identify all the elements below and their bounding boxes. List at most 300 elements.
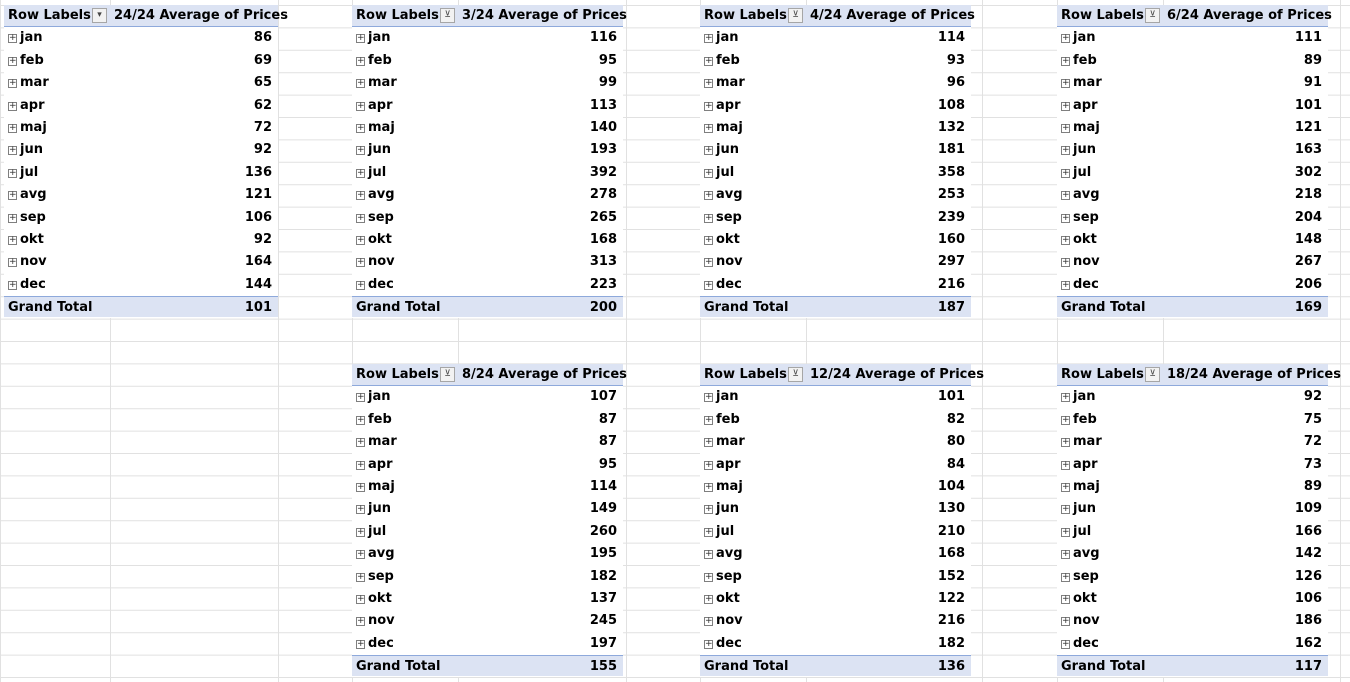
expand-plus-icon[interactable]: + [705,257,713,268]
row-label [356,613,395,628]
expand-plus-icon[interactable]: + [705,481,713,492]
expand-plus-icon[interactable]: + [705,78,713,89]
pivot-table [700,5,975,318]
grand-total-row [352,296,623,318]
row-label [356,187,395,202]
expand-plus-icon[interactable]: + [1062,437,1070,448]
average-value: 72 [253,119,272,135]
expand-plus-icon[interactable]: + [1062,638,1070,649]
row-label [1061,277,1099,292]
pivot-row[interactable] [352,27,623,49]
pivot-row[interactable] [4,72,278,94]
row-label [704,457,741,472]
expand-plus-icon[interactable]: + [357,33,365,44]
pivot-row[interactable] [1057,72,1328,94]
expand-plus-icon[interactable]: + [9,167,17,178]
pivot-table [1057,5,1332,318]
expand-plus-icon[interactable]: + [1062,414,1070,425]
pivot-row[interactable] [1057,454,1328,476]
pivot-row[interactable] [1057,633,1328,655]
expand-plus-icon[interactable]: + [9,78,17,89]
pivot-row[interactable] [700,521,971,543]
pivot-row[interactable] [1057,50,1328,72]
expand-plus-icon[interactable]: + [357,167,365,178]
expand-plus-icon[interactable]: + [705,122,713,133]
pivot-row[interactable] [1057,229,1328,251]
expand-plus-icon[interactable]: + [357,145,365,156]
pivot-row[interactable] [1057,207,1328,229]
row-labels-header[interactable]: Row Labels [1061,8,1144,23]
expand-plus-icon[interactable]: + [1062,481,1070,492]
month-label: feb [716,52,740,68]
pivot-row[interactable] [700,454,971,476]
expand-plus-icon[interactable]: + [357,616,365,627]
expand-plus-icon[interactable]: + [1062,549,1070,560]
filter-icon[interactable]: ⊻ [1145,367,1160,382]
expand-plus-icon[interactable]: + [705,212,713,223]
month-label: dec [1073,276,1099,292]
month-label: sep [1073,568,1099,584]
average-value: 92 [1303,389,1322,405]
pivot-header [4,5,288,27]
month-label: jan [368,389,391,405]
value-field-header[interactable]: 3/24 Average of Prices [462,8,627,23]
month-label: maj [716,478,743,494]
expand-plus-icon[interactable]: + [357,549,365,560]
expand-plus-icon[interactable]: + [1062,526,1070,537]
month-label: okt [368,231,392,247]
average-value: 166 [1294,523,1322,539]
row-labels-header[interactable]: Row Labels [704,367,787,382]
expand-plus-icon[interactable]: + [1062,257,1070,268]
pivot-row[interactable] [700,274,971,296]
row-labels-header[interactable]: Row Labels [704,8,787,23]
expand-plus-icon[interactable]: + [705,437,713,448]
pivot-row[interactable] [4,229,278,251]
row-label [704,75,745,90]
pivot-row[interactable] [4,184,278,206]
value-field-header[interactable]: 12/24 Average of Prices [810,367,984,382]
pivot-row[interactable] [700,633,971,655]
pivot-row[interactable] [1057,498,1328,520]
row-label [1061,613,1100,628]
month-label: dec [368,635,394,651]
pivot-row[interactable] [700,27,971,49]
expand-plus-icon[interactable]: + [9,33,17,44]
value-field-header[interactable]: 4/24 Average of Prices [810,8,975,23]
value-field-header[interactable]: 18/24 Average of Prices [1167,367,1341,382]
expand-plus-icon[interactable]: + [1062,593,1070,604]
row-label [1061,187,1100,202]
pivot-row[interactable] [352,95,623,117]
row-label [8,232,44,247]
pivot-row[interactable] [4,274,278,296]
expand-plus-icon[interactable]: + [357,504,365,515]
row-label [8,30,42,45]
pivot-row[interactable] [4,95,278,117]
month-label: feb [716,411,740,427]
month-label: nov [1073,613,1100,629]
pivot-row[interactable] [352,543,623,565]
row-labels-header[interactable]: Row Labels [356,367,439,382]
month-label: feb [368,411,392,427]
pivot-row[interactable] [352,476,623,498]
pivot-row[interactable] [352,610,623,632]
row-label [704,591,740,606]
expand-plus-icon[interactable]: + [357,437,365,448]
pivot-row[interactable] [700,610,971,632]
pivot-row[interactable] [1057,251,1328,273]
expand-plus-icon[interactable]: + [705,190,713,201]
expand-plus-icon[interactable]: + [9,257,17,268]
expand-plus-icon[interactable]: + [1062,122,1070,133]
average-value: 182 [589,568,617,584]
expand-plus-icon[interactable]: + [705,279,713,290]
pivot-row[interactable] [4,117,278,139]
grand-total-row [4,296,278,318]
average-value: 253 [937,187,965,203]
expand-plus-icon[interactable]: + [9,122,17,133]
expand-plus-icon[interactable]: + [1062,459,1070,470]
average-value: 218 [1294,187,1322,203]
average-value: 195 [589,546,617,562]
average-value: 101 [1294,97,1322,113]
pivot-row[interactable] [352,274,623,296]
average-value: 278 [589,187,617,203]
month-label: sep [716,209,742,225]
expand-plus-icon[interactable]: + [705,145,713,156]
expand-plus-icon[interactable]: + [705,234,713,245]
pivot-table [1057,364,1341,677]
pivot-row[interactable] [1057,588,1328,610]
row-label [1061,165,1091,180]
filter-icon[interactable]: ⊻ [788,8,803,23]
expand-plus-icon[interactable]: + [705,504,713,515]
expand-plus-icon[interactable]: + [357,638,365,649]
pivot-row[interactable] [1057,184,1328,206]
pivot-row[interactable] [700,207,971,229]
average-value: 297 [937,254,965,270]
dropdown-arrow-icon[interactable]: ▾ [92,8,107,23]
row-label [8,187,47,202]
filter-icon[interactable]: ⊻ [440,367,455,382]
expand-plus-icon[interactable]: + [705,571,713,582]
expand-plus-icon[interactable]: + [1062,212,1070,223]
grand-total-value: 187 [937,300,965,316]
expand-plus-icon[interactable]: + [705,33,713,44]
month-label: okt [716,231,740,247]
pivot-row[interactable] [700,566,971,588]
row-label [356,232,392,247]
month-label: maj [1073,478,1100,494]
expand-plus-icon[interactable]: + [357,100,365,111]
expand-plus-icon[interactable]: + [705,100,713,111]
expand-plus-icon[interactable]: + [357,526,365,537]
expand-plus-icon[interactable]: + [357,78,365,89]
expand-plus-icon[interactable]: + [9,190,17,201]
month-label: avg [1073,187,1100,203]
expand-plus-icon[interactable]: + [705,459,713,470]
row-label [704,254,743,269]
pivot-row[interactable] [352,117,623,139]
pivot-row[interactable] [4,27,278,49]
expand-plus-icon[interactable]: + [9,279,17,290]
average-value: 130 [937,501,965,517]
row-label [704,613,743,628]
pivot-row[interactable] [700,95,971,117]
pivot-row[interactable] [1057,566,1328,588]
expand-plus-icon[interactable]: + [1062,616,1070,627]
expand-plus-icon[interactable]: + [1062,55,1070,66]
expand-plus-icon[interactable]: + [1062,100,1070,111]
expand-plus-icon[interactable]: + [357,459,365,470]
average-value: 87 [598,434,617,450]
average-value: 206 [1294,276,1322,292]
month-label: jan [368,30,391,46]
average-value: 96 [946,75,965,91]
pivot-row[interactable] [700,139,971,161]
pivot-row[interactable] [352,229,623,251]
expand-plus-icon[interactable]: + [705,593,713,604]
month-label: jul [368,523,387,539]
row-labels-header[interactable]: Row Labels [1061,367,1144,382]
average-value: 267 [1294,254,1322,270]
expand-plus-icon[interactable]: + [1062,167,1070,178]
pivot-row[interactable] [700,50,971,72]
pivot-row[interactable] [352,566,623,588]
expand-plus-icon[interactable]: + [357,55,365,66]
expand-plus-icon[interactable]: + [705,549,713,560]
pivot-row[interactable] [700,229,971,251]
row-label [8,142,43,157]
pivot-row[interactable] [1057,95,1328,117]
expand-plus-icon[interactable]: + [1062,234,1070,245]
pivot-row[interactable] [4,162,278,184]
pivot-row[interactable] [352,162,623,184]
pivot-row[interactable] [352,386,623,408]
pivot-row[interactable] [4,251,278,273]
row-label [704,165,734,180]
expand-plus-icon[interactable]: + [357,279,365,290]
average-value: 186 [1294,613,1322,629]
expand-plus-icon[interactable]: + [705,55,713,66]
row-label [8,120,47,135]
expand-plus-icon[interactable]: + [1062,571,1070,582]
expand-plus-icon[interactable]: + [9,234,17,245]
row-label [1061,636,1099,651]
row-label [1061,254,1100,269]
row-label [1061,53,1097,68]
pivot-row[interactable] [700,476,971,498]
row-label [356,53,392,68]
expand-plus-icon[interactable]: + [705,392,713,403]
pivot-header [700,364,984,386]
row-label [1061,569,1099,584]
pivot-row[interactable] [352,251,623,273]
expand-plus-icon[interactable]: + [357,234,365,245]
average-value: 89 [1303,52,1322,68]
filter-icon[interactable]: ⊻ [788,367,803,382]
row-label [356,254,395,269]
pivot-row[interactable] [1057,274,1328,296]
month-label: dec [716,635,742,651]
pivot-row[interactable] [700,409,971,431]
month-label: apr [716,456,741,472]
month-label: avg [1073,546,1100,562]
expand-plus-icon[interactable]: + [705,638,713,649]
pivot-row[interactable] [4,139,278,161]
month-label: mar [368,75,397,91]
filter-icon[interactable]: ⊻ [1145,8,1160,23]
pivot-row[interactable] [1057,117,1328,139]
average-value: 75 [1303,411,1322,427]
row-label [356,479,395,494]
month-label: dec [368,276,394,292]
month-label: maj [716,119,743,135]
pivot-row[interactable] [1057,543,1328,565]
expand-plus-icon[interactable]: + [357,571,365,582]
average-value: 86 [253,30,272,46]
pivot-row[interactable] [700,386,971,408]
month-label: sep [368,568,394,584]
expand-plus-icon[interactable]: + [357,593,365,604]
pivot-row[interactable] [700,431,971,453]
expand-plus-icon[interactable]: + [1062,392,1070,403]
expand-plus-icon[interactable]: + [1062,78,1070,89]
pivot-row[interactable] [700,117,971,139]
pivot-row[interactable] [700,251,971,273]
month-label: mar [1073,75,1102,91]
grand-total-label: Grand Total [1061,659,1146,675]
expand-plus-icon[interactable]: + [1062,33,1070,44]
pivot-row[interactable] [4,50,278,72]
row-labels-header[interactable]: Row Labels [356,8,439,23]
pivot-row[interactable] [1057,431,1328,453]
pivot-row[interactable] [352,72,623,94]
expand-plus-icon[interactable]: + [705,414,713,425]
expand-plus-icon[interactable]: + [1062,190,1070,201]
value-field-header[interactable]: 24/24 Average of Prices [114,8,288,23]
pivot-row[interactable] [1057,386,1328,408]
row-label [356,636,394,651]
expand-plus-icon[interactable]: + [357,392,365,403]
pivot-row[interactable] [352,50,623,72]
pivot-row[interactable] [352,521,623,543]
average-value: 126 [1294,568,1322,584]
pivot-table [700,364,984,677]
pivot-row[interactable] [1057,610,1328,632]
row-labels-header[interactable]: Row Labels [8,8,91,23]
pivot-row[interactable] [352,454,623,476]
pivot-row[interactable] [352,409,623,431]
pivot-row[interactable] [1057,139,1328,161]
expand-plus-icon[interactable]: + [705,167,713,178]
pivot-row[interactable] [1057,521,1328,543]
average-value: 132 [937,119,965,135]
pivot-row[interactable] [352,633,623,655]
pivot-table [4,5,288,318]
month-label: jun [368,501,391,517]
row-label [704,98,741,113]
average-value: 89 [1303,478,1322,494]
expand-plus-icon[interactable]: + [9,145,17,156]
expand-plus-icon[interactable]: + [9,212,17,223]
pivot-row[interactable] [4,207,278,229]
expand-plus-icon[interactable]: + [357,414,365,425]
pivot-row[interactable] [700,162,971,184]
pivot-row[interactable] [352,498,623,520]
row-label [356,98,393,113]
expand-plus-icon[interactable]: + [705,616,713,627]
month-label: jun [368,142,391,158]
expand-plus-icon[interactable]: + [1062,145,1070,156]
expand-plus-icon[interactable]: + [1062,279,1070,290]
pivot-row[interactable] [1057,476,1328,498]
row-label [356,569,394,584]
pivot-row[interactable] [700,498,971,520]
row-label [1061,412,1097,427]
average-value: 87 [598,411,617,427]
pivot-row[interactable] [700,72,971,94]
month-label: jan [1073,389,1096,405]
pivot-row[interactable] [1057,162,1328,184]
expand-plus-icon[interactable]: + [1062,504,1070,515]
average-value: 168 [937,546,965,562]
month-label: nov [368,613,395,629]
expand-plus-icon[interactable]: + [357,122,365,133]
month-label: apr [368,97,393,113]
pivot-row[interactable] [1057,409,1328,431]
row-label [1061,389,1095,404]
pivot-row[interactable] [352,207,623,229]
expand-plus-icon[interactable]: + [705,526,713,537]
value-field-header[interactable]: 8/24 Average of Prices [462,367,627,382]
row-label [8,98,45,113]
expand-plus-icon[interactable]: + [9,55,17,66]
grand-total-value: 117 [1294,659,1322,675]
row-label [1061,457,1098,472]
pivot-row[interactable] [352,588,623,610]
expand-plus-icon[interactable]: + [9,100,17,111]
pivot-table [352,5,627,318]
pivot-row[interactable] [1057,27,1328,49]
row-label [8,75,49,90]
expand-plus-icon[interactable]: + [357,190,365,201]
average-value: 69 [253,52,272,68]
month-label: maj [368,478,395,494]
row-label [356,524,386,539]
value-field-header[interactable]: 6/24 Average of Prices [1167,8,1332,23]
row-label [1061,524,1091,539]
filter-icon[interactable]: ⊻ [440,8,455,23]
expand-plus-icon[interactable]: + [357,481,365,492]
month-label: jun [20,142,43,158]
pivot-row[interactable] [700,184,971,206]
expand-plus-icon[interactable]: + [357,212,365,223]
average-value: 148 [1294,231,1322,247]
expand-plus-icon[interactable]: + [357,257,365,268]
pivot-row[interactable] [352,184,623,206]
grand-total-label: Grand Total [356,659,441,675]
pivot-row[interactable] [352,431,623,453]
pivot-row[interactable] [700,543,971,565]
row-label [704,389,738,404]
pivot-row[interactable] [700,588,971,610]
average-value: 142 [1294,546,1322,562]
month-label: okt [716,590,740,606]
pivot-row[interactable] [352,139,623,161]
row-label [1061,479,1100,494]
